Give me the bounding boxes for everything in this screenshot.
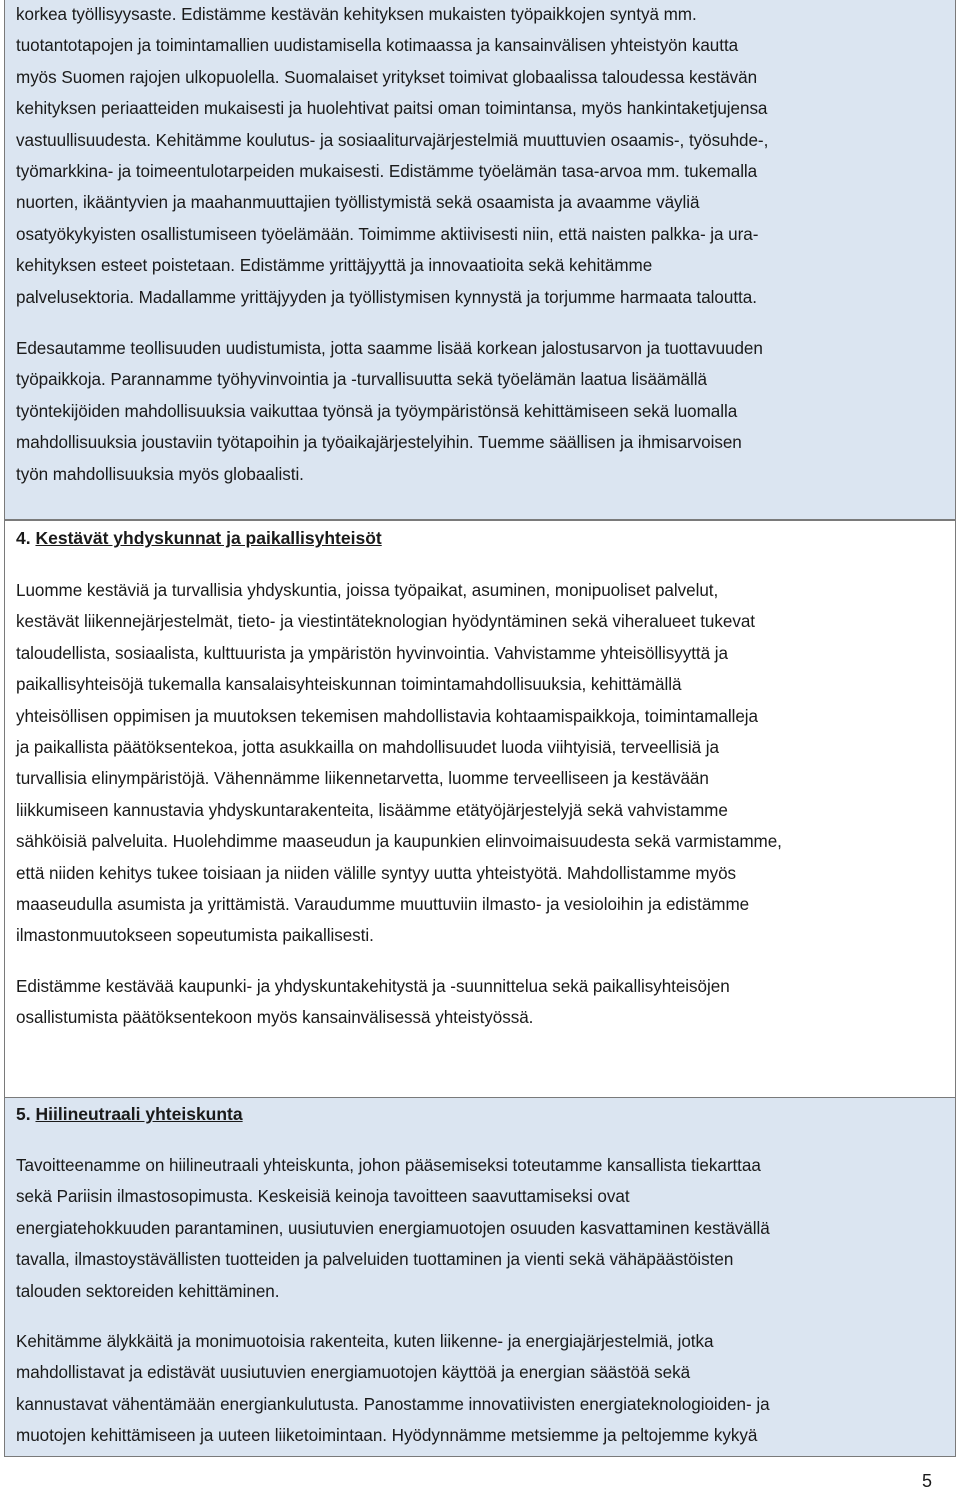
section-4-title: Kestävät yhdyskunnat ja paikallisyhteisöt xyxy=(35,528,382,548)
section-4-number: 4. xyxy=(16,528,31,548)
text-line: että niiden kehitys tukee toisiaan ja niiden välille syntyy uutta yhteistyötä. Mahdollistamme myös xyxy=(16,863,737,883)
text-line: Edistämme kestävää kaupunki- ja yhdyskuntakehitystä ja -suunnittelua sekä paikallisyhteisöjen xyxy=(16,976,730,996)
text-line: palvelusektoria. Madallamme yrittäjyyden ja työllistymisen kynnystä ja torjumme harmaata taloutta. xyxy=(16,287,757,307)
text-line: osatyökykyisten osallistumiseen työelämään. Toimimme aktiivisesti niin, että naisten palkka- ja ura- xyxy=(16,224,759,244)
paragraph-industry-renewal xyxy=(16,333,947,490)
text-line: työn mahdollisuuksia myös globaalisti. xyxy=(16,464,304,484)
text-line: taloudellista, sosiaalista, kulttuurista ja ympäristön hyvinvointia. Vahvistamme yhteisöllisyyttä ja xyxy=(16,643,728,663)
section-continued-box xyxy=(4,0,956,520)
text-line: kehityksen esteet poistetaan. Edistämme yrittäjyyttä ja innovaatioita sekä kehitämme xyxy=(16,256,653,276)
page-number: 5 xyxy=(922,1471,933,1491)
text-line: kestävät liikennejärjestelmät, tieto- ja viestintäteknologian hyödyntäminen sekä viheralueet tukevat xyxy=(16,612,755,632)
text-line: Kehitämme älykkäitä ja monimuotoisia rakenteita, kuten liikenne- ja energiajärjestelmiä, jotka xyxy=(16,1332,714,1352)
text-line: työntekijöiden mahdollisuuksia vaikuttaa työnsä ja työympäristönsä kehittämiseen sekä luomalla xyxy=(16,401,738,421)
paragraph-urban-development xyxy=(16,971,947,1034)
text-line: myös Suomen rajojen ulkopuolella. Suomalaiset yritykset toimivat globaalissa taloudessa kestävän xyxy=(16,67,758,87)
text-line: nuorten, ikääntyvien ja maahanmuuttajien työllistymistä sekä osaamista ja avaamme väyliä xyxy=(16,193,700,213)
section-continued-content xyxy=(16,0,947,490)
text-line: Luomme kestäviä ja turvallisia yhdyskuntia, joissa työpaikat, asuminen, monipuoliset palvelut, xyxy=(16,581,719,600)
paragraph-sustainable-communities xyxy=(16,575,947,952)
text-line: Tavoitteenamme on hiilineutraali yhteiskunta, johon pääsemiseksi toteutamme kansallista tiekarttaa xyxy=(16,1156,761,1175)
text-line: korkea työllisyysaste. Edistämme kestävän kehityksen mukaisten työpaikkojen syntyä mm. xyxy=(16,5,697,24)
section-5-number: 5. xyxy=(16,1104,31,1124)
text-line: talouden sektoreiden kehittäminen. xyxy=(16,1281,280,1301)
paragraph-carbon-neutral xyxy=(16,1150,947,1307)
text-line: osallistumista päätöksentekoon myös kansainvälisessä yhteistyössä. xyxy=(16,1008,534,1028)
section-5-box xyxy=(4,1097,956,1457)
section-5-heading xyxy=(16,1099,947,1129)
section-4-heading xyxy=(16,523,947,553)
section-5-content xyxy=(16,1099,947,1452)
text-line: turvallisia elinympäristöjä. Vähennämme liikennetarvetta, luomme terveelliseen ja kestävään xyxy=(16,769,709,789)
text-line: muotojen kehittämiseen ja uuteen liiketoimintaan. Hyödynnämme metsiemme ja peltojemme kykyä xyxy=(16,1426,758,1446)
section-5-title: Hiilineutraali yhteiskunta xyxy=(35,1104,243,1124)
text-line: energiatehokkuuden parantaminen, uusiutuvien energiamuotojen osuuden kasvattaminen kestävällä xyxy=(16,1218,770,1238)
text-line: mahdollisuuksia joustaviin työtapoihin ja työaikajärjestelyihin. Tuemme säällisen ja ihmisarvoisen xyxy=(16,433,742,453)
text-line: ja paikallista päätöksentekoa, jotta asukkailla on mahdollisuudet luoda viihtyisiä, terveellisiä ja xyxy=(16,738,719,758)
section-4-box xyxy=(4,520,956,1098)
text-line: vastuullisuudesta. Kehitämme koulutus- ja sosiaaliturvajärjestelmiä muuttuvien osaamis-, työsuhde-, xyxy=(16,130,769,150)
text-line: työmarkkina- ja toimeentulotarpeiden mukaisesti. Edistämme työelämän tasa-arvoa mm. tukemalla xyxy=(16,162,758,182)
text-line: kehityksen periaatteiden mukaisesti ja huolehtivat paitsi oman toimintansa, myös hankintaketjujensa xyxy=(16,99,768,119)
text-line: sähköisiä palveluita. Huolehdimme maaseudun ja kaupunkien elinvoimaisuudesta sekä varmistamme, xyxy=(16,832,782,852)
text-line: ilmastonmuutokseen sopeutumista paikallisesti. xyxy=(16,926,374,946)
text-line: kannustavat vähentämään energiankulutusta. Panostamme innovatiivisten energiateknologioiden- ja xyxy=(16,1394,770,1414)
text-line: paikallisyhteisöjä tukemalla kansalaisyhteiskunnan toimintamahdollisuuksia, kehittämällä xyxy=(16,675,682,695)
text-line: liikkumiseen kannustavia yhdyskuntarakenteita, lisäämme etätyöjärjestelyjä sekä vahvistamme xyxy=(16,800,728,820)
paragraph-employment xyxy=(16,0,947,313)
text-line: tavalla, ilmastoystävällisten tuotteiden ja palveluiden tuottaminen ja vienti sekä vähäpäästöisten xyxy=(16,1250,734,1270)
text-line: yhteisöllisen oppimisen ja muutoksen tekemisen mahdollistavia kohtaamispaikkoja, toimintamalleja xyxy=(16,706,758,726)
section-4-content xyxy=(16,523,947,1034)
text-line: tuotantotapojen ja toimintamallien uudistamisella kotimaassa ja kansainvälisen yhteistyön kautta xyxy=(16,36,739,56)
text-line: maaseudulla asumista ja yrittämistä. Varaudumme muuttuviin ilmasto- ja vesioloihin ja edistämme xyxy=(16,895,750,915)
text-line: sekä Pariisin ilmastosopimusta. Keskeisiä keinoja tavoitteen saavuttamiseksi ovat xyxy=(16,1187,630,1207)
text-line: mahdollistavat ja edistävät uusiutuvien energiamuotojen käyttöä ja energian säästöä sekä xyxy=(16,1363,691,1383)
text-line: työpaikkoja. Parannamme työhyvinvointia ja -turvallisuutta sekä työelämän laatua lisäämällä xyxy=(16,370,707,390)
text-line: Edesautamme teollisuuden uudistumista, jotta saamme lisää korkean jalostusarvon ja tuottavuuden xyxy=(16,339,763,359)
paragraph-smart-structures xyxy=(16,1326,947,1452)
